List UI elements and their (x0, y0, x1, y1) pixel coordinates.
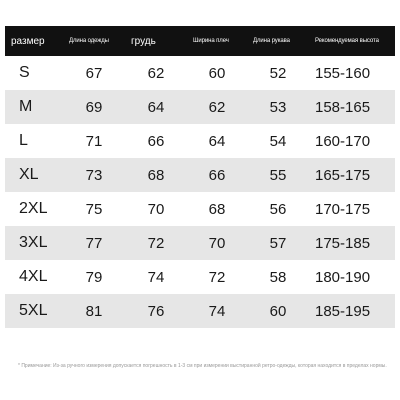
size-cell: L (19, 132, 28, 149)
header-sleeve: Длина рукава (247, 26, 309, 56)
chest-cell: 70 (147, 200, 165, 218)
header-recommended-height: Рекомендуемая высота (309, 26, 395, 56)
size-chart-table (5, 26, 395, 328)
table-row (5, 158, 395, 192)
shoulder-cell: 70 (187, 226, 247, 260)
size-cell: XL (5, 158, 63, 192)
table-row (5, 56, 395, 90)
chest-cell: 64 (125, 90, 187, 124)
height-cell: 165-175 (309, 158, 395, 192)
table-row (5, 260, 395, 294)
shoulder-cell: 64 (208, 132, 226, 150)
length-cell: 71 (85, 132, 103, 150)
height-cell: 160-170 (315, 132, 371, 150)
sleeve-cell: 53 (247, 90, 309, 124)
chest-cell: 76 (125, 294, 187, 328)
shoulder-cell: 66 (187, 158, 247, 192)
height-cell: 170-175 (315, 200, 371, 218)
shoulder-cell: 68 (208, 200, 226, 218)
size-cell: 4XL (19, 268, 48, 285)
table-row (5, 294, 395, 328)
shoulder-cell: 60 (208, 64, 226, 82)
sleeve-cell: 54 (269, 132, 287, 150)
length-cell: 73 (63, 158, 125, 192)
shoulder-cell: 62 (187, 90, 247, 124)
height-cell: 158-165 (309, 90, 395, 124)
length-cell: 67 (85, 64, 103, 82)
length-cell: 69 (63, 90, 125, 124)
shoulder-cell: 74 (187, 294, 247, 328)
size-cell: 3XL (5, 226, 63, 260)
header-length: Длина одежды (63, 26, 125, 56)
size-cell: M (5, 90, 63, 124)
height-cell: 175-185 (309, 226, 395, 260)
table-row (5, 192, 395, 226)
header-shoulder: Ширина плеч (187, 26, 247, 56)
sleeve-cell: 52 (269, 64, 287, 82)
height-cell: 185-195 (309, 294, 395, 328)
sleeve-cell: 57 (247, 226, 309, 260)
sleeve-cell: 60 (247, 294, 309, 328)
chest-cell: 74 (147, 268, 165, 286)
height-cell: 155-160 (315, 64, 371, 82)
table-row (5, 226, 395, 260)
header-row (5, 26, 395, 56)
size-cell: S (19, 64, 30, 81)
chest-cell: 72 (125, 226, 187, 260)
chest-cell: 66 (147, 132, 165, 150)
sleeve-cell: 55 (247, 158, 309, 192)
size-cell: 2XL (19, 200, 48, 217)
size-cell: 5XL (5, 294, 63, 328)
length-cell: 81 (63, 294, 125, 328)
sleeve-cell: 56 (269, 200, 287, 218)
header-chest: грудь (125, 26, 187, 56)
length-cell: 77 (63, 226, 125, 260)
length-cell: 75 (85, 200, 103, 218)
chest-cell: 68 (125, 158, 187, 192)
height-cell: 180-190 (315, 268, 371, 286)
footnote: * Примечание: Из-за ручного измерения допускается погрешность в 1-3 см при измерении выстиранной ретро-одежды, которая находится в пределах нормы. (18, 363, 387, 369)
table-row (5, 90, 395, 124)
sleeve-cell: 58 (269, 268, 287, 286)
chest-cell: 62 (147, 64, 165, 82)
length-cell: 79 (85, 268, 103, 286)
table-row (5, 124, 395, 158)
shoulder-cell: 72 (208, 268, 226, 286)
header-size: размер (5, 26, 63, 56)
